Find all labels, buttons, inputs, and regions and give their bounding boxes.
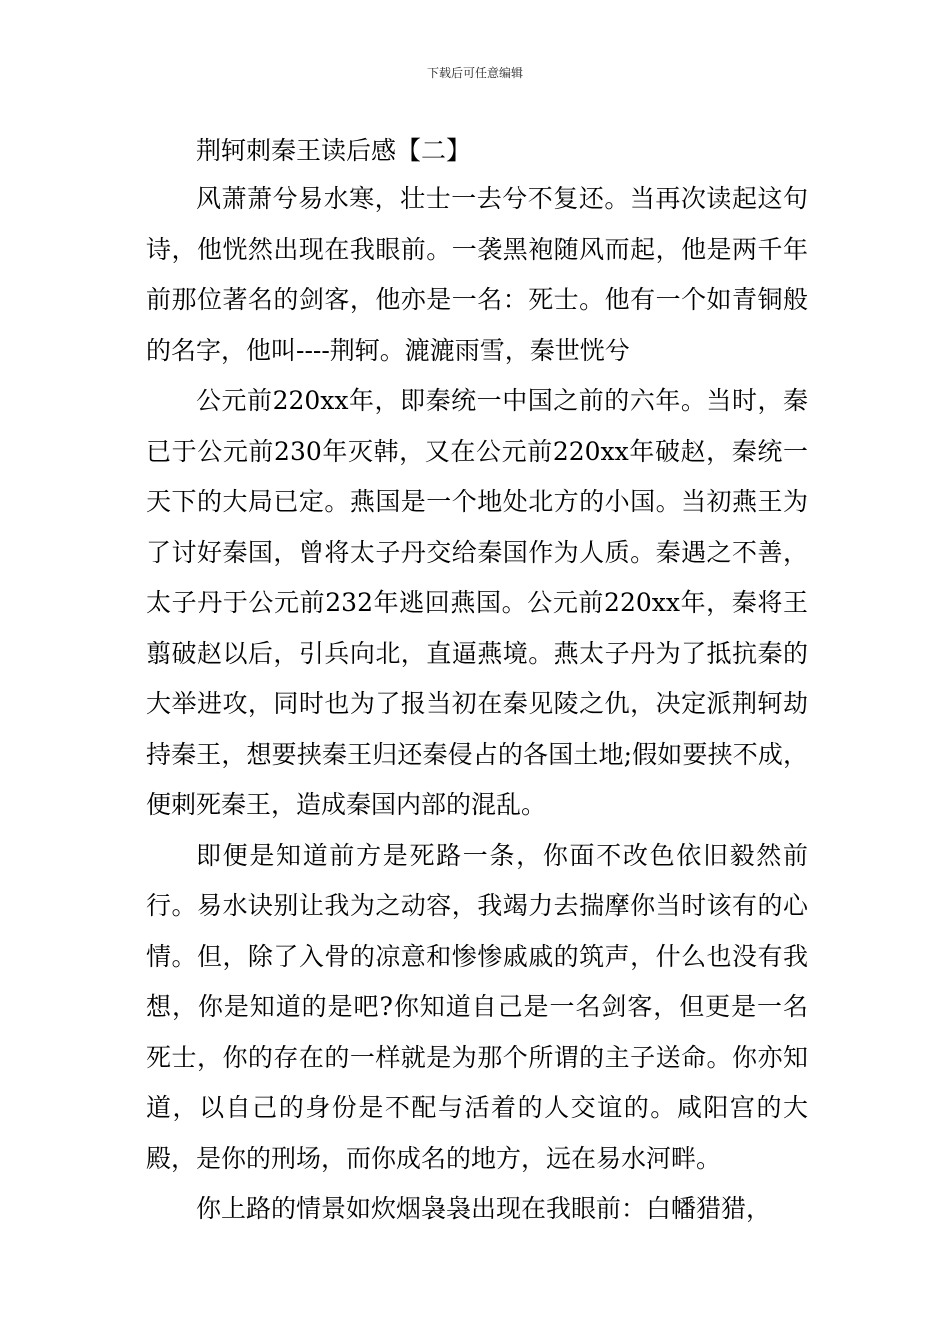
page-header: 下载后可任意编辑 <box>426 66 523 80</box>
paragraph-3: 即便是知道前方是死路一条，你面不改色依旧毅然前行。易水诀别让我为之动容，我竭力去揣摩你当时该有的心情。但，除了入骨的凉意和惨惨戚戚的筑声，什么也没有我想，你是知道的是吧?你知道自己是一名剑客，但更是一名死士，你的存在的一样就是为那个所谓的主子送命。你亦知道，以自己的身份是不配与活着的人交谊的。咸阳宫的大殿，是你的刑场，而你成名的地方，远在易水河畔。 <box>146 840 808 1173</box>
paragraph-1: 风萧萧兮易水寒，壮士一去兮不复还。当再次读起这句诗，他恍然出现在我眼前。一袭黑袍随风而起，他是两千年前那位著名的剑客，他亦是一名：死士。他有一个如青铜般的名字，他叫----荆轲。漉漉雨雪，秦世恍兮 <box>146 184 808 365</box>
document-title: 荆轲刺秦王读后感【二】 <box>196 136 472 165</box>
document-body <box>146 128 808 1235</box>
paragraph-2: 公元前220xx年，即秦统一中国之前的六年。当时，秦已于公元前230年灭韩，又在公元前220xx年破赵，秦统一天下的大局已定。燕国是一个地处北方的小国。当初燕王为了讨好秦国，曾将太子丹交给秦国作为人质。秦遇之不善，太子丹于公元前232年逃回燕国。公元前220xx年，秦将王翦破赵以后，引兵向北，直逼燕境。燕太子丹为了抵抗秦的大举进攻，同时也为了报当初在秦见陵之仇，决定派荆轲劫持秦王，想要挟秦王归还秦侵占的各国土地;假如要挟不成，便刺死秦王，造成秦国内部的混乱。 <box>146 386 808 819</box>
paragraph-4: 你上路的情景如炊烟袅袅出现在我眼前：白幡猎猎， <box>196 1194 772 1223</box>
